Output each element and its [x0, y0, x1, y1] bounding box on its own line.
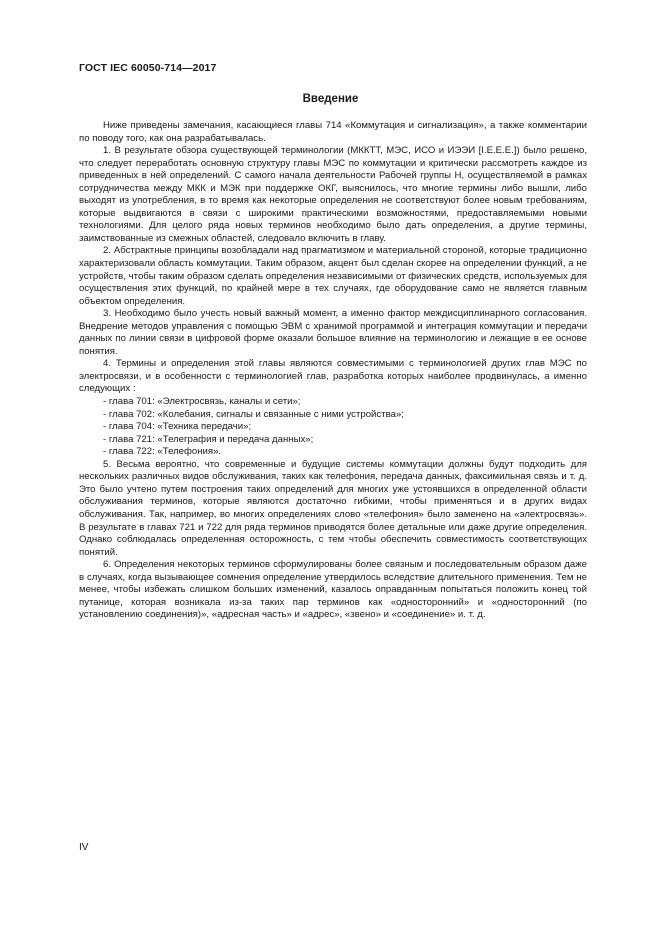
body-text	[79, 120, 587, 622]
document-header: ГОСТ IEC 60050-714—2017	[79, 62, 217, 74]
paragraph: 4. Термины и определения этой главы являются совместимыми с терминологией других глав МЭС по электросвязи, и в особенности с терминологией глав, разработка которых наиболее продвинулась, а именно следующих :	[79, 358, 587, 395]
paragraph: 5. Весьма вероятно, что современные и будущие системы коммутации должны будут подходить для нескольких различных видов обслуживания, таких как телефония, передача данных, факсимильная связь и т. д. Это было учтено путем построения таких определений для многих уже устоявшихся в определенной области обслуживания терминов, которые являются достаточно гибкими, чтобы применяться и в других видах обслуживания. Так, например, во многих определениях слово «телефония» было заменено на «электросвязь». В результате в главах 721 и 722 для ряда терминов приводятся более детальные или даже другие определения. Однако соблюдалась определенная осторожность, с тем чтобы обеспечить совместимость соответствующих понятий.	[79, 458, 587, 558]
list-item: - глава 721: «Телеграфия и передача данных»;	[103, 433, 314, 445]
list-item: - глава 701: «Электросвязь, каналы и сети»;	[103, 396, 301, 408]
list-item: - глава 702: «Колебания, сигналы и связанные с ними устройства»;	[103, 408, 404, 420]
paragraph: Ниже приведены замечания, касающиеся главы 714 «Коммутация и сигнализация», а также комментарии по поводу того, как она разрабатывалась.	[79, 120, 587, 144]
paragraph: 6. Определения некоторых терминов сформулированы более связным и последовательным образом даже в случаях, когда вызывающее сомнения определение утвердилось вследствие длительного применения. Тем не менее, чтобы избежать слишком больших изменений, казалось оправданным попытаться положить конец той путанице, которая возникала из-за таких пар терминов как «односторонний» и «односторонний (по установлению соединения)», «адресная часть» и «адрес», «звено» и «соединение» и. т. д.	[79, 559, 587, 621]
page-number: IV	[79, 842, 89, 853]
list-item: - глава 704: «Техника передачи»;	[103, 421, 252, 433]
list-item: - глава 722: «Телефония».	[103, 446, 222, 458]
paragraph: 1. В результате обзора существующей терминологии (МККТТ, МЭС, ИСО и ИЭЭИ [I.E.E.E.]) было решено, что следует переработать основную структуру главы МЭС по коммутации и критически рассмотреть каждое из приведенных в ней определений. С самого начала деятельности Рабочей группы Н, осуществляемой в рамках сотрудничества между МКК и МЭК при поддержке ОКГ, выяснилось, что многие термины либо вышли, либо выходят из употребления, в то время как некоторые определения не соответствуют более новым требованиям, которые выдвигаются в связи с широкими практическими возможностями, предоставляемыми новыми технологиями. Для целого ряда новых терминов необходимо было дать определения, а другие термины, заимствованные из смежных областей, следовало включить в главу.	[79, 145, 587, 244]
paragraph: 2. Абстрактные принципы возобладали над прагматизмом и материальной стороной, которые традиционно характеризовали область коммутации. Таким образом, акцент был сделан скорее на определении функций, а не устройств, чтобы таким образом сделать определения независимыми от физических средств, используемых для осуществления этих функций, по крайней мере в тех случаях, где оборудование само не является главным объектом определения.	[79, 245, 587, 307]
paragraph: 3. Необходимо было учесть новый важный момент, а именно фактор междисциплинарного согласования. Внедрение методов управления с помощью ЭВМ с хранимой программой и интеграция коммутации и передачи данных по линии связи в цифровой форме оказали большое влияние на терминологию и лежащие в ее основе понятия.	[79, 308, 587, 357]
section-title: Введение	[302, 93, 359, 105]
